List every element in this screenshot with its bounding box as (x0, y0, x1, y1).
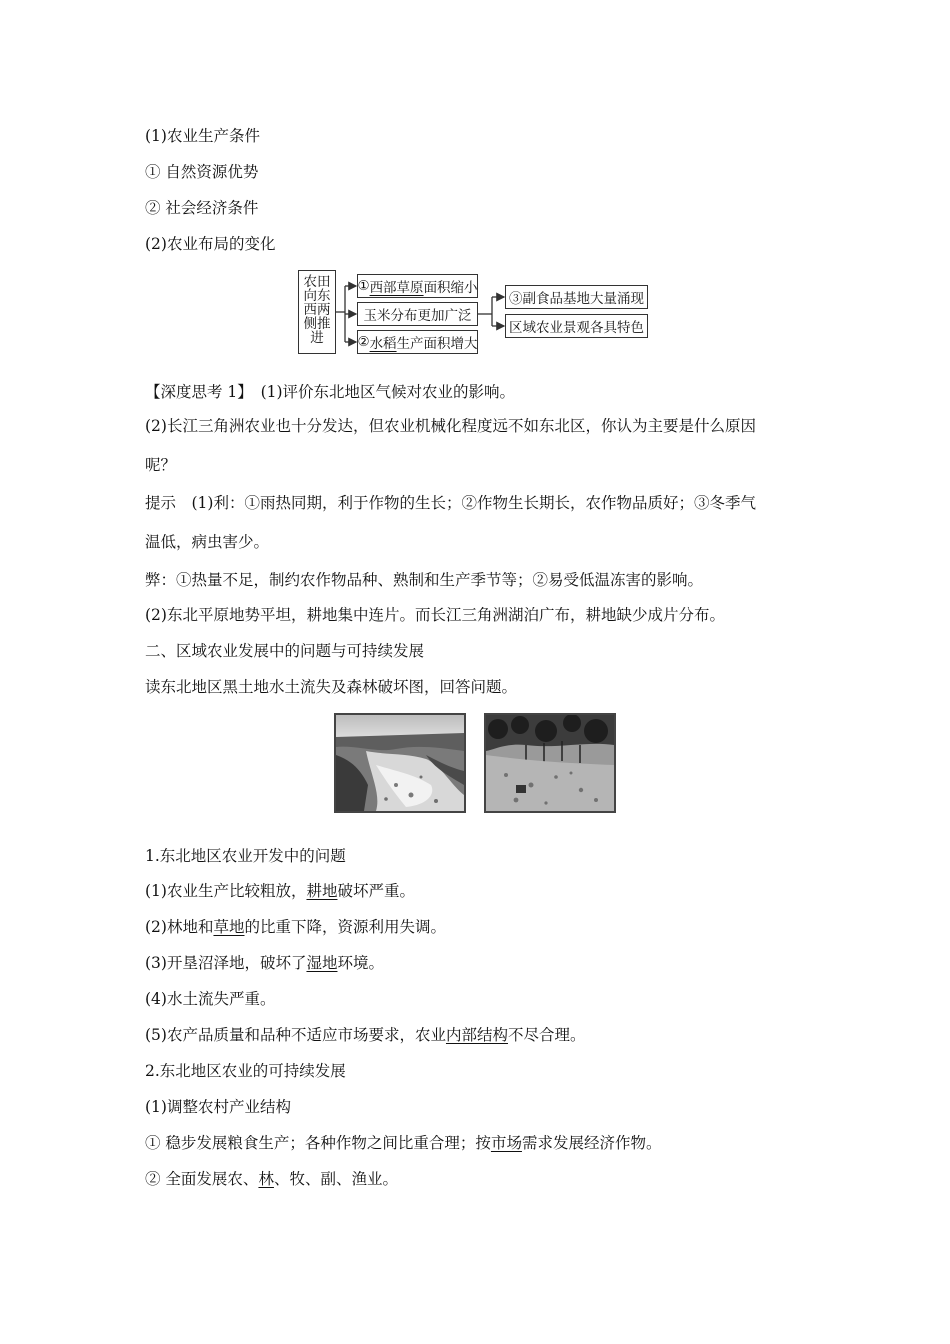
subheading-production-conditions: (1)农业生产条件 (145, 127, 260, 145)
problem-3-text-a: (3)开垦沼泽地，破坏了 (145, 954, 307, 972)
deep-think-label: 【深度思考 1】 (145, 383, 246, 401)
box-suffix: 生产面积增大 (396, 336, 478, 352)
section-heading-2: 二、区域农业发展中的问题与可持续发展 (145, 642, 425, 660)
problem-5 (145, 1025, 586, 1045)
problem-3-keyword: 湿地 (306, 954, 338, 972)
box-suffix: 面积缩小 (423, 280, 478, 296)
deep-think-question-2b: 呢？ (145, 456, 177, 474)
box-prefix: ① (357, 278, 370, 294)
sub-2-text-a: ② 全面发展农、 (145, 1170, 259, 1188)
box-prefix: ② (357, 334, 370, 350)
problem-2 (145, 917, 446, 937)
sustainable-item-1: (1)调整农村产业结构 (145, 1098, 291, 1116)
problem-2-keyword: 草地 (213, 918, 245, 936)
problems-heading: 1.东北地区农业开发中的问题 (145, 847, 346, 865)
box-underlined: 水稻 (369, 336, 397, 352)
read-instruction: 读东北地区黑土地水土流失及森林破坏图，回答问题。 (145, 678, 518, 696)
diagram-left-line: 农田 (303, 274, 331, 290)
box-underlined: 西部草原 (369, 280, 424, 296)
problem-5-text-b: 不尽合理。 (507, 1026, 586, 1044)
problem-2-text-a: (2)林地和 (145, 918, 214, 936)
forest-destruction-photo (484, 713, 616, 813)
problem-3 (145, 953, 384, 973)
diagram-left-line: 侧推 (303, 316, 331, 332)
sub-1-keyword: 市场 (490, 1134, 522, 1152)
problem-1-text-b: 破坏严重。 (337, 882, 415, 900)
box-text: 区域农业景观各具特色 (509, 320, 644, 336)
problem-2-text-b: 的比重下降，资源利用失调。 (244, 918, 446, 936)
diagram-left-line: 进 (310, 330, 324, 346)
problem-1-keyword: 耕地 (306, 882, 338, 900)
problem-4: (4)水土流失严重。 (145, 990, 276, 1008)
problem-1 (145, 881, 415, 901)
problem-5-keyword: 内部结构 (445, 1026, 508, 1044)
hint-line-2: 温低，病虫害少。 (145, 533, 270, 551)
problem-5-text-a: (5)农产品质量和品种不适应市场要求，农业 (145, 1026, 446, 1044)
problem-3-text-b: 环境。 (337, 954, 384, 972)
hint-line-1: 提示 (1)利：①雨热同期，利于作物的生长；②作物生长期长，农作物品质好；③冬季气 (145, 494, 756, 512)
sub-2-text-b: 、牧、副、渔业。 (273, 1170, 398, 1188)
sustainable-sub-1 (145, 1133, 661, 1153)
deep-think-question-1: (1)评价东北地区气候对农业的影响。 (260, 383, 516, 401)
hint-line-3: 弊：①热量不足，制约农作物品种、熟制和生产季节等；②易受低温冻害的影响。 (145, 571, 704, 589)
sub-1-text-a: ① 稳步发展粮食生产；各种作物之间比重合理；按 (145, 1134, 491, 1152)
diagram-left-line: 西两 (303, 302, 331, 318)
deep-think-1 (145, 382, 515, 402)
subheading-layout-change: (2)农业布局的变化 (145, 235, 276, 253)
sustainable-heading: 2.东北地区农业的可持续发展 (145, 1062, 346, 1080)
box-text: ③副食品基地大量涌现 (509, 291, 644, 307)
diagram-left-line: 向东 (303, 288, 331, 304)
deep-think-question-2a: (2)长江三角洲农业也十分发达，但农业机械化程度远不如东北区，你认为主要是什么原因 (145, 417, 756, 435)
item-social-economic: ② 社会经济条件 (145, 199, 259, 217)
item-natural-resources: ① 自然资源优势 (145, 163, 259, 181)
diagram-arrows (0, 0, 950, 400)
box-text: 玉米分布更加广泛 (363, 308, 472, 324)
soil-erosion-photo (334, 713, 466, 813)
hint-line-4: (2)东北平原地势平坦，耕地集中连片。而长江三角洲湖泊广布，耕地缺少成片分布。 (145, 606, 725, 624)
problem-1-text-a: (1)农业生产比较粗放， (145, 882, 307, 900)
sustainable-sub-2 (145, 1169, 398, 1189)
sub-1-text-b: 需求发展经济作物。 (521, 1134, 662, 1152)
sub-2-keyword: 林 (258, 1170, 274, 1188)
